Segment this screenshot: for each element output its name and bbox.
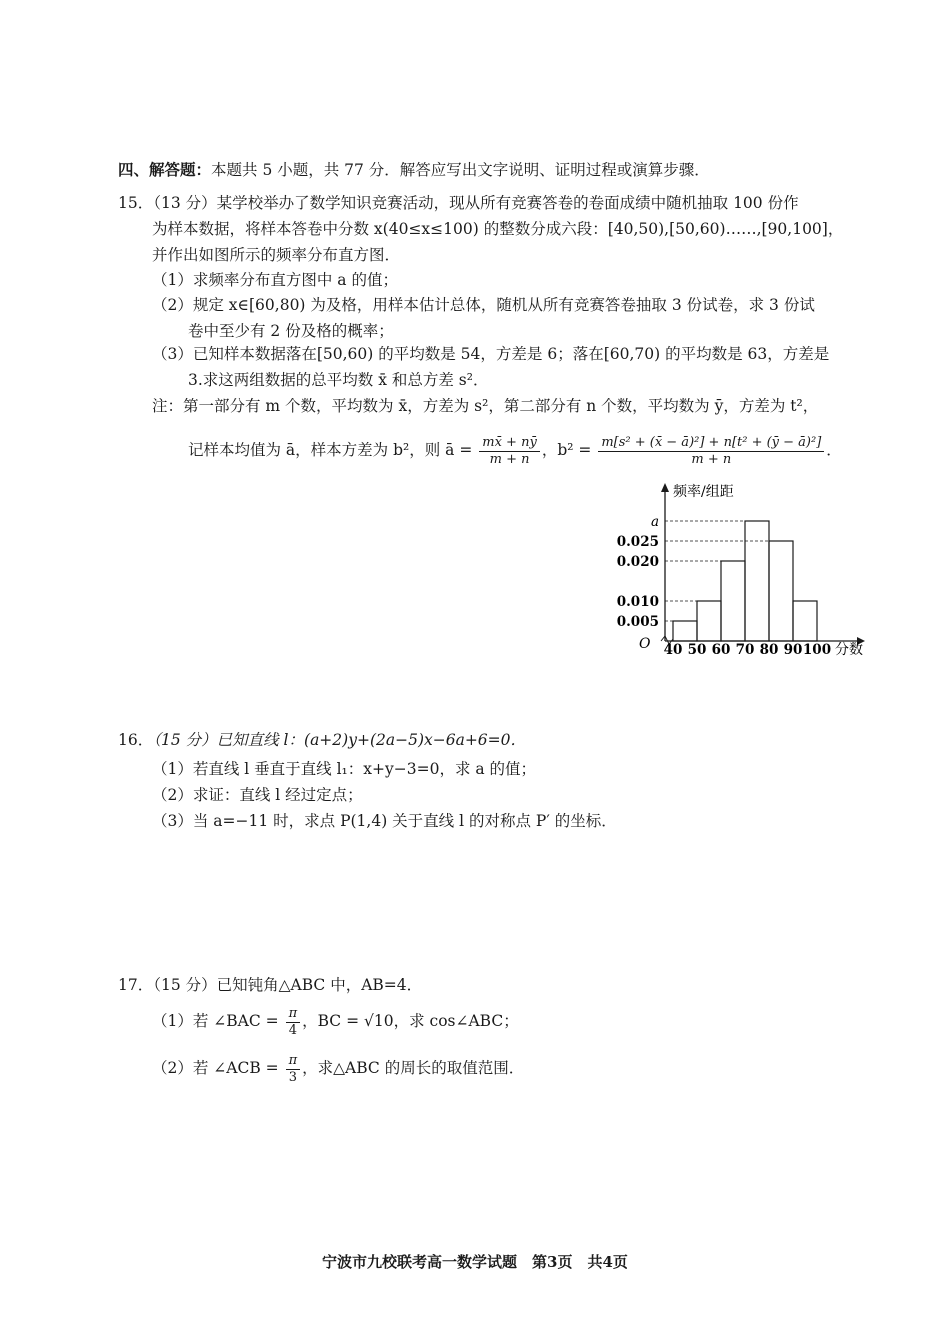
q17-stem: （15 分）已知钝角△ABC 中，AB=4． [153,976,423,994]
q15-stem-3: 并作出如图所示的频率分布直方图． [152,246,401,264]
y-tick-label: 0.005 [616,614,659,630]
section-description: 本题共 5 小题，共 77 分．解答应写出文字说明、证明过程或演算步骤． [211,161,710,179]
x-tick-label: 60 [711,642,731,658]
x-axis-label: 分数 [835,642,863,658]
y-tick-label: 0.010 [616,594,659,610]
section-heading-line [118,160,710,180]
q15-line1 [118,193,799,213]
x-tick-label: 100 [802,642,832,658]
q17-part1-fraction [286,1006,301,1039]
mean-fraction [479,435,540,468]
variance-fraction-numerator: m[s² + (x̄ − ā)²] + n[t² + (ȳ − ā)²] [598,435,824,452]
page-footer: 宁波市九校联考高一数学试题 第3页 共4页 [322,1253,628,1271]
x-tick-label: 80 [759,642,779,658]
q15-part2-a: （2）规定 x∈[60,80) 为及格，用样本估计总体，随机从所有竞赛答卷抽取 3 份试卷，求 3 份试 [152,296,815,314]
q16-part3: （3）当 a=−11 时，求点 P(1,4) 关于直线 l 的对称点 P′ 的坐标． [152,812,617,830]
origin-label: O [639,636,651,652]
histogram-bar [793,601,817,641]
mean-fraction-denominator: m + n [489,451,530,467]
q16-part1: （1）若直线 l 垂直于直线 l₁：x+y−3=0，求 a 的值； [152,760,537,778]
q17-part2-suffix: ，求△ABC 的周长的取值范围． [302,1059,525,1077]
note2-mid: ，b² = [541,441,592,459]
q16-stem: （15 分）已知直线 l：(a+2)y+(2a−5)x−6a+6=0． [153,731,527,749]
histogram-bar [697,601,721,641]
frequency-histogram [595,478,885,663]
histogram-bar [769,541,793,641]
q17-number: 17． [118,976,154,994]
q17-part2-frac-den: 3 [288,1069,297,1085]
q15-part3-a: （3）已知样本数据落在[50,60) 的平均数是 54，方差是 6；落在[60,70) 的平均数是 63，方差是 [152,345,830,363]
y-axis-label: 频率/组距 [673,484,734,500]
q15-part1: （1）求频率分布直方图中 a 的值； [152,271,398,289]
x-tick-label: 70 [735,642,755,658]
histogram-bar [673,621,697,641]
q17-part1 [152,1004,519,1039]
x-tick-label: 40 [663,642,683,658]
y-tick-label: 0.020 [616,554,659,570]
x-tick-label: 50 [687,642,707,658]
q15-part3-b: 3.求这两组数据的总平均数 x̄ 和总方差 s²． [188,371,489,389]
variance-fraction-denominator: m + n [691,451,732,467]
y-tick-label: 0.025 [616,534,659,550]
q17-part2-frac-num: π [286,1053,301,1070]
note2-end: ． [826,441,842,459]
q15-part2-b: 卷中至少有 2 份及格的概率； [188,322,394,340]
q16-part2: （2）求证：直线 l 经过定点； [152,786,363,804]
variance-fraction [598,435,824,468]
q15-note-2 [188,433,842,468]
section-heading: 四、解答题： [118,160,212,179]
note2-prefix: 记样本均值为 ā，样本方差为 b²，则 ā = [188,441,473,459]
y-axis-arrow [661,483,669,492]
q15-number: 15． [118,194,154,212]
q17-part2-prefix: （2）若 ∠ACB = [152,1059,279,1077]
histogram-bar [721,561,745,641]
q17-line1 [118,975,422,995]
q17-part1-suffix: ，BC = √10，求 cos∠ABC； [302,1012,519,1030]
q16-line1 [118,730,526,750]
q16-number: 16． [118,731,154,749]
y-tick-label: a [650,514,659,530]
q17-part1-prefix: （1）若 ∠BAC = [152,1012,279,1030]
mean-fraction-numerator: mx̄ + nȳ [479,435,540,452]
q15-stem-1: （13 分）某学校举办了数学知识竞赛活动，现从所有竞赛答卷的卷面成绩中随机抽取 100 份作 [153,194,799,212]
q15-note-1: 注：第一部分有 m 个数，平均数为 x̄，方差为 s²，第二部分有 n 个数，平均数为 ȳ，方差为 t²， [152,397,819,415]
x-tick-label: 90 [783,642,803,658]
q17-part2-fraction [286,1053,301,1086]
histogram-bar [745,521,769,641]
q17-part1-frac-den: 4 [288,1022,297,1038]
q17-part2 [152,1051,524,1086]
q15-stem-2: 为样本数据，将样本答卷中分数 x(40≤x≤100) 的整数分成六段：[40,50),[50,60)……,[90,100]， [152,220,844,238]
q17-part1-frac-num: π [286,1006,301,1023]
